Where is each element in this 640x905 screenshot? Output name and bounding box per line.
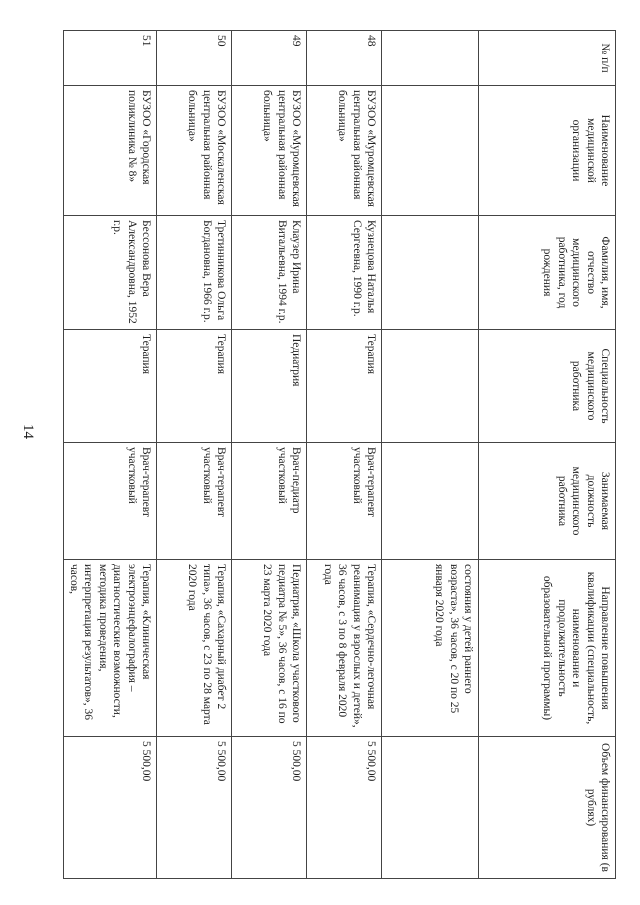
cell-program: Терапия, «Сердечно-легочная реанимация у взрослых и детей», 36 часов, с 3 по 8 февраля 2020 года	[307, 560, 382, 737]
cell-organization: БУЗОО «Муромцевская центральная районная больница»	[232, 86, 307, 216]
cell-program: Терапия, «Сахарный диабет 2 типа», 36 часов, с 23 по 28 марта 2020 года	[157, 560, 232, 737]
cell-program: состояния у детей раннего возраста», 36 часов, с 20 по 25 января 2020 года	[382, 560, 479, 737]
cell-position: Врач-терапевт участковый	[307, 443, 382, 560]
cell-full-name: Бессонова Вера Александровна, 1952 г.р.	[63, 216, 156, 330]
cell-program: Педиатрия, «Школа участкового педиатра № 5», 36 часов, с 16 по 23 марта 2020 года	[232, 560, 307, 737]
table-row	[63, 31, 156, 879]
cell-funding: 5 500,00	[232, 737, 307, 879]
header-program: Направление повышения квалификации (специальность, наименование и продолжительность образовательной программы)	[479, 560, 616, 737]
cell-full-name: Третинникова Ольга Богдановна, 1966 г.р.	[157, 216, 232, 330]
header-number: № п/п	[479, 31, 616, 86]
cell-full-name: Клаузер Ирина Витальевна, 1994 г.р.	[232, 216, 307, 330]
cell-empty	[382, 443, 479, 560]
cell-full-name: Кузнецова Наталья Сергеевна, 1990 г.р.	[307, 216, 382, 330]
cell-specialty: Педиатрия	[232, 330, 307, 443]
cell-empty	[382, 86, 479, 216]
cell-number: 48	[307, 31, 382, 86]
cell-organization: БУЗОО «Москаленская центральная районная больница»	[157, 86, 232, 216]
cell-empty	[382, 737, 479, 879]
cell-empty	[382, 31, 479, 86]
cell-program: Терапия, «Клиническая электроэнцефалография – диагностические возможности, методика проведения, интерпретация результатов», 36 часов,	[63, 560, 156, 737]
header-funding: Объем финансирования (в рублях)	[479, 737, 616, 879]
header-specialty: Специальность медицинского работника	[479, 330, 616, 443]
cell-specialty: Терапия	[63, 330, 156, 443]
cell-number: 51	[63, 31, 156, 86]
header-full-name: Фамилия, имя, отчество медицинского работника, год рождения	[479, 216, 616, 330]
cell-position: Врач-терапевт участковый	[63, 443, 156, 560]
rotated-table-container	[63, 30, 616, 879]
cell-funding: 5 500,00	[63, 737, 156, 879]
table-row	[307, 31, 382, 879]
cell-number: 50	[157, 31, 232, 86]
table-row	[157, 31, 232, 879]
cell-position: Врач-педиатр участковый	[232, 443, 307, 560]
page-number: 14	[20, 424, 36, 439]
cell-number: 49	[232, 31, 307, 86]
cell-organization: БУЗОО «Городская поликлиника № 8»	[63, 86, 156, 216]
cell-empty	[382, 216, 479, 330]
table-row-continuation	[382, 31, 479, 879]
table-header-row	[479, 31, 616, 879]
cell-empty	[382, 330, 479, 443]
cell-position: Врач-терапевт участковый	[157, 443, 232, 560]
cell-specialty: Терапия	[307, 330, 382, 443]
header-position: Занимаемая должность медицинского работника	[479, 443, 616, 560]
header-organization: Наименование медицинской организации	[479, 86, 616, 216]
cell-funding: 5 500,00	[307, 737, 382, 879]
table-row	[232, 31, 307, 879]
staff-training-table	[63, 30, 616, 879]
cell-funding: 5 500,00	[157, 737, 232, 879]
cell-specialty: Терапия	[157, 330, 232, 443]
cell-organization: БУЗОО «Муромцевская центральная районная больница»	[307, 86, 382, 216]
